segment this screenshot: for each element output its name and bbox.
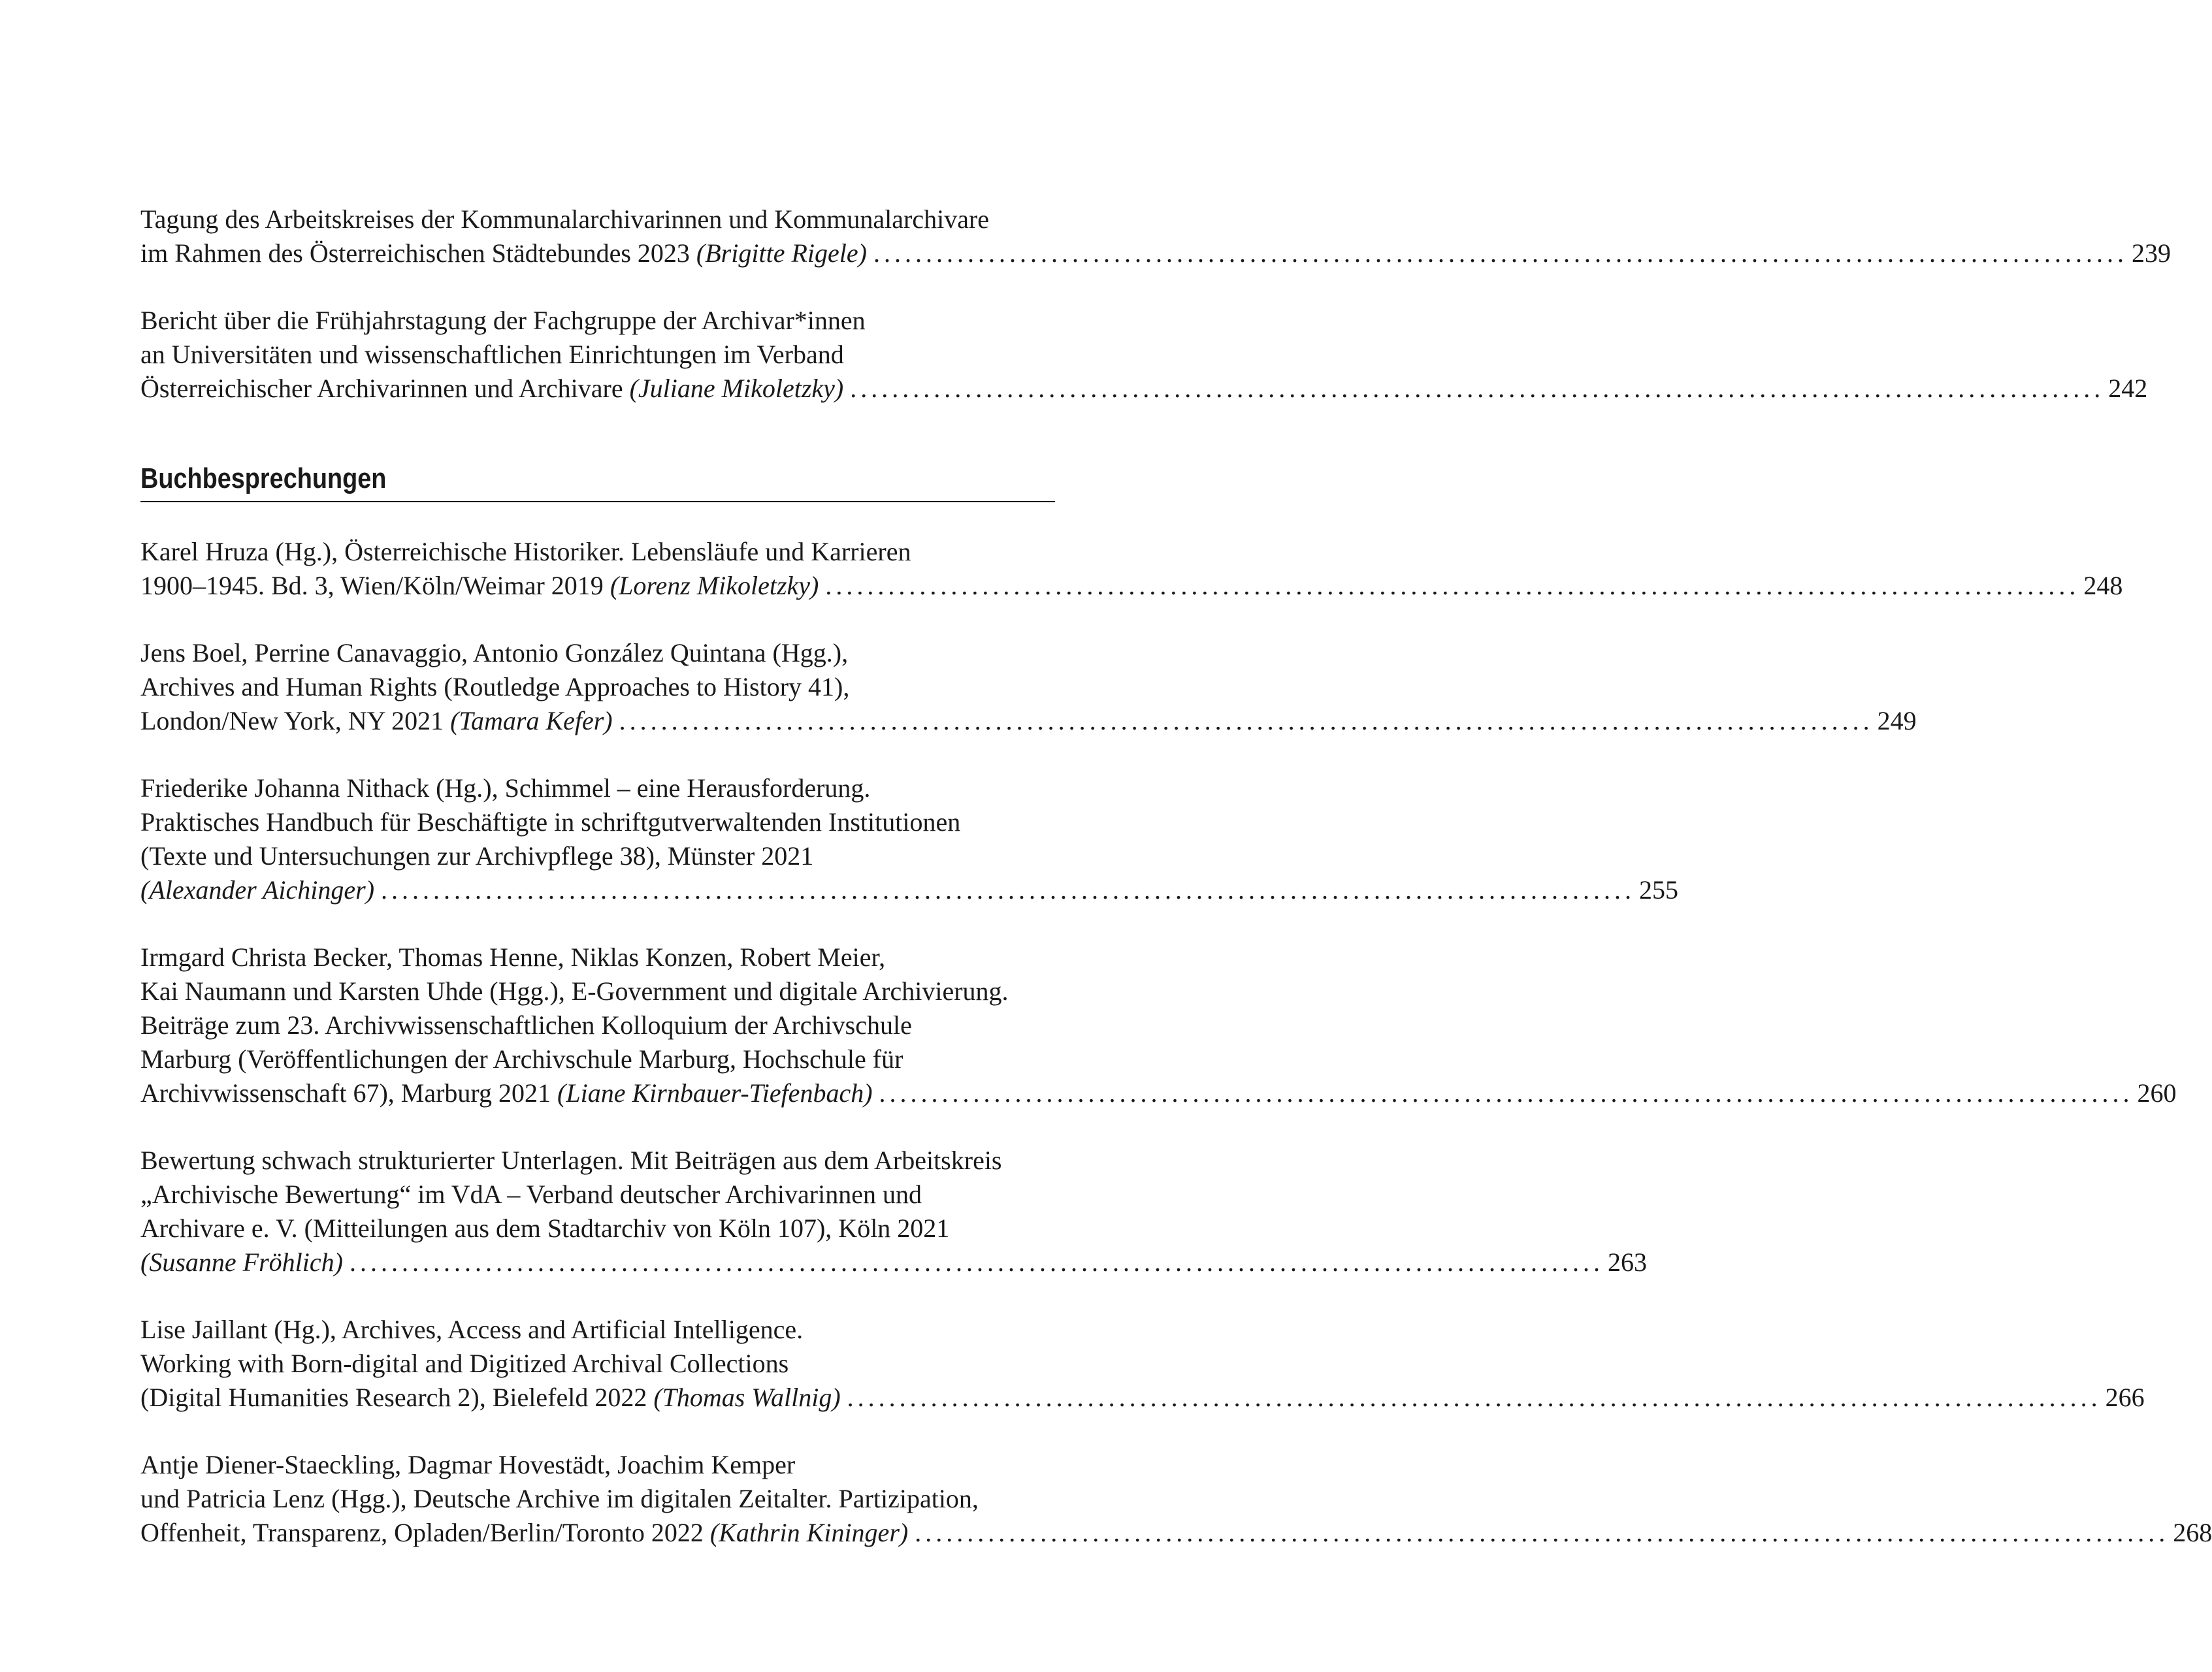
entry-title-line: Tagung des Arbeitskreises der Kommunalarchivarinnen und Kommunalarchivare <box>140 204 990 234</box>
entry-title-line: Beiträge zum 23. Archivwissenschaftlichen Kolloquium der Archivschule <box>140 1010 912 1040</box>
entry-last-text <box>140 1516 908 1550</box>
entry-reviewer: (Susanne Fröhlich) <box>140 1247 343 1277</box>
entry-last-line <box>140 704 1917 738</box>
entry-title-line: Karel Hruza (Hg.), Österreichische Historiker. Lebensläufe und Karrieren <box>140 537 911 566</box>
entry-last-line <box>140 372 2148 406</box>
entry-title-line: an Universitäten und wissenschaftlichen Einrichtungen im Verband <box>140 340 844 369</box>
toc-entry[interactable] <box>140 636 1917 738</box>
toc-entry[interactable] <box>140 202 2171 270</box>
entry-reviewer: (Liane Kirnbauer-Tiefenbach) <box>557 1078 873 1108</box>
dot-leader: ........................................................................................................................ <box>879 1078 2134 1108</box>
entry-title-end: im Rahmen des Österreichischen Städtebundes 2023 <box>140 238 696 268</box>
entry-last-line <box>140 1516 2212 1550</box>
toc-entry[interactable] <box>140 304 2148 406</box>
entry-reviewer: (Thomas Wallnig) <box>653 1383 841 1412</box>
reviews-section <box>140 535 2212 1550</box>
entry-page-number: 249 <box>1877 706 1917 735</box>
toc-entry[interactable] <box>140 535 2123 603</box>
entry-title-line: Lise Jaillant (Hg.), Archives, Access and Artificial Intelligence. <box>140 1315 804 1344</box>
entry-title-line: Bewertung schwach strukturierter Unterlagen. Mit Beiträgen aus dem Arbeitskreis <box>140 1146 1002 1175</box>
entry-title-line: (Texte und Untersuchungen zur Archivpflege 38), Münster 2021 <box>140 841 814 871</box>
entry-last-line <box>140 1246 1647 1279</box>
dot-leader: ........................................................................................................................ <box>619 706 1874 735</box>
entry-page-number: 248 <box>2083 571 2123 600</box>
dot-leader: ........................................................................................................................ <box>825 571 2080 600</box>
entry-last-line <box>140 236 2171 270</box>
entry-title-end: 1900–1945. Bd. 3, Wien/Köln/Weimar 2019 <box>140 571 610 600</box>
entry-title-end: (Digital Humanities Research 2), Bielefeld 2022 <box>140 1383 654 1412</box>
entry-page-number: 263 <box>1607 1247 1647 1277</box>
dot-leader: ........................................................................................................................ <box>381 875 1636 905</box>
entry-title-end: London/New York, NY 2021 <box>140 706 451 735</box>
entry-page-number: 260 <box>2137 1078 2177 1108</box>
entry-last-text <box>140 1076 873 1110</box>
entry-last-text <box>140 569 819 603</box>
entry-title-line: Working with Born-digital and Digitized Archival Collections <box>140 1349 789 1378</box>
entry-title-line: Jens Boel, Perrine Canavaggio, Antonio González Quintana (Hgg.), <box>140 638 849 667</box>
entry-last-text <box>140 1246 343 1279</box>
dot-leader: ........................................................................................................................ <box>349 1247 1604 1277</box>
toc-entry[interactable] <box>140 940 2177 1110</box>
entry-title-end: Offenheit, Transparenz, Opladen/Berlin/Toronto 2022 <box>140 1518 710 1547</box>
entry-title-line: Kai Naumann und Karsten Uhde (Hgg.), E-Government und digitale Archivierung. <box>140 976 1009 1006</box>
entry-last-line <box>140 873 1679 907</box>
entry-title-line: Irmgard Christa Becker, Thomas Henne, Niklas Konzen, Robert Meier, <box>140 942 886 972</box>
entry-last-text <box>140 372 843 406</box>
entry-page-number: 242 <box>2108 374 2148 403</box>
entry-title-line: Archives and Human Rights (Routledge Approaches to History 41), <box>140 672 850 701</box>
entry-last-text <box>140 873 374 907</box>
entry-last-line <box>140 1076 2177 1110</box>
reports-section <box>140 202 2171 406</box>
entry-reviewer: (Brigitte Rigele) <box>696 238 867 268</box>
entry-title-end: Archivwissenschaft 67), Marburg 2021 <box>140 1078 558 1108</box>
dot-leader: ........................................................................................................................ <box>873 238 2128 268</box>
entry-reviewer: (Lorenz Mikoletzky) <box>610 571 819 600</box>
entry-last-line <box>140 1381 2145 1415</box>
entry-page-number: 268 <box>2173 1518 2212 1547</box>
entry-page-number: 266 <box>2105 1383 2145 1412</box>
entry-page-number: 239 <box>2131 238 2171 268</box>
toc-entry[interactable] <box>140 1144 1647 1279</box>
toc-entry[interactable] <box>140 771 1679 907</box>
entry-title-line: Friederike Johanna Nithack (Hg.), Schimmel – eine Herausforderung. <box>140 773 871 803</box>
entry-title-line: und Patricia Lenz (Hgg.), Deutsche Archive im digitalen Zeitalter. Partizipation, <box>140 1484 979 1513</box>
toc-entry[interactable] <box>140 1448 2212 1550</box>
entry-reviewer: (Alexander Aichinger) <box>140 875 375 905</box>
dot-leader: ........................................................................................................................ <box>847 1383 2102 1412</box>
dot-leader: ........................................................................................................................ <box>915 1518 2170 1547</box>
entry-title-line: Archivare e. V. (Mitteilungen aus dem Stadtarchiv von Köln 107), Köln 2021 <box>140 1214 950 1243</box>
section-heading: Buchbesprechungen <box>140 459 1055 502</box>
entry-page-number: 255 <box>1639 875 1679 905</box>
toc-entry[interactable] <box>140 1313 2145 1415</box>
entry-title-line: „Archivische Bewertung“ im VdA – Verband deutscher Archivarinnen und <box>140 1180 922 1209</box>
entry-last-text <box>140 236 867 270</box>
entry-title-line: Bericht über die Frühjahrstagung der Fachgruppe der Archivar*innen <box>140 306 866 335</box>
entry-title-line: Praktisches Handbuch für Beschäftigte in schriftgutverwaltenden Institutionen <box>140 807 961 837</box>
entry-reviewer: (Kathrin Kininger) <box>709 1518 909 1547</box>
entry-title-line: Antje Diener-Staeckling, Dagmar Hovestädt, Joachim Kemper <box>140 1450 796 1479</box>
entry-reviewer: (Juliane Mikoletzky) <box>629 374 844 403</box>
entry-last-text <box>140 1381 841 1415</box>
entry-title-line: Marburg (Veröffentlichungen der Archivschule Marburg, Hochschule für <box>140 1044 903 1074</box>
entry-reviewer: (Tamara Kefer) <box>450 706 613 735</box>
toc-page <box>140 202 2212 1583</box>
entry-last-text <box>140 704 613 738</box>
entry-title-end: Österreichischer Archivarinnen und Archivare <box>140 374 630 403</box>
dot-leader: ........................................................................................................................ <box>850 374 2105 403</box>
entry-last-line <box>140 569 2123 603</box>
